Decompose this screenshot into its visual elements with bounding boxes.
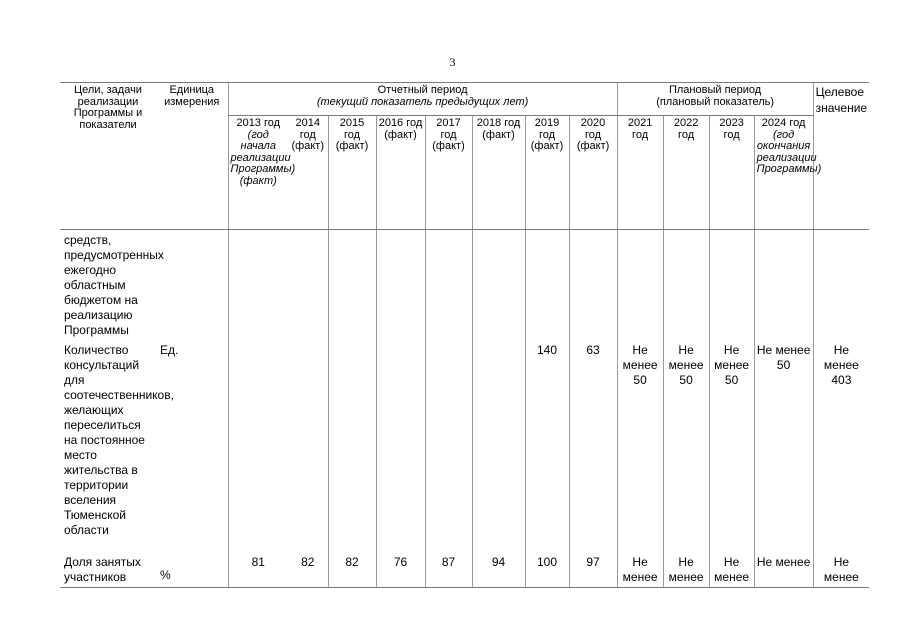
- year-2024-note: (год окончания реализации Программы): [756, 128, 822, 176]
- cell-2020: 63: [569, 340, 617, 552]
- table-row: [60, 230, 869, 341]
- cell-2023: Не менее: [709, 552, 754, 588]
- page-number: 3: [449, 55, 456, 69]
- row-label: Количество консультаций для соотечественников, желающих переселиться на постоянное место жительства в территории вселения Тюменской области: [64, 343, 174, 537]
- row-unit: Ед.: [160, 343, 179, 357]
- cell-2018: 94: [472, 552, 525, 588]
- header-year-2013: [228, 116, 296, 230]
- cell-2022: Не менее 50: [663, 340, 709, 552]
- header-year-2015: 2015 год (факт): [328, 116, 376, 230]
- header-unit: Единица измерения: [156, 83, 228, 230]
- cell-2016: [376, 340, 425, 552]
- header-year-2016: 2016 год (факт): [376, 116, 425, 230]
- table-row: [60, 340, 869, 552]
- cell-2024: Не менее 50: [754, 340, 813, 552]
- report-period-note: (текущий показатель предыдущих лет): [316, 95, 529, 108]
- header-plan-period: [617, 83, 813, 116]
- cell-2024: Не менее: [754, 552, 813, 588]
- header-year-2017: 2017 год (факт): [425, 116, 472, 230]
- cell-2015: [328, 340, 376, 552]
- year-2013-label: 2013 год: [236, 117, 281, 129]
- table-row: [60, 552, 869, 588]
- header-goals: Цели, задачи реализации Программы и показатели: [60, 83, 156, 230]
- year-2013-note: (год начала реализации Программы) (факт): [230, 128, 296, 187]
- cell-2023: Не менее 50: [709, 340, 754, 552]
- cell-2014: [288, 340, 328, 552]
- cell-2022: Не менее: [663, 552, 709, 588]
- cell-2013: [228, 340, 288, 552]
- header-year-2022: 2022 год: [663, 116, 709, 230]
- cell-2019: 140: [525, 340, 569, 552]
- header-year-2021: 2021 год: [617, 116, 663, 230]
- header-year-2014: 2014 год (факт): [288, 116, 328, 230]
- cell-2019: 100: [525, 552, 569, 588]
- cell-2020: 97: [569, 552, 617, 588]
- cell-2015: 82: [328, 552, 376, 588]
- cell-target: Не менее: [813, 552, 869, 588]
- header-report-period: [228, 83, 617, 116]
- header-year-2018: 2018 год (факт): [472, 116, 525, 230]
- header-year-2020: 2020 год (факт): [569, 116, 617, 230]
- header-year-2024: [754, 116, 822, 230]
- program-indicators-table: [60, 82, 869, 588]
- cell-2014: 82: [288, 552, 328, 588]
- row-label: средств, предусмотренных ежегодно областным бюджетом на реализацию Программы: [64, 233, 164, 337]
- year-2024-label: 2024 год: [761, 117, 806, 129]
- report-period-title: Отчетный период: [377, 84, 468, 96]
- row-unit: %: [156, 552, 228, 588]
- row-label: Доля занятых участников: [60, 552, 156, 588]
- cell-2018: [472, 340, 525, 552]
- header-year-2019: 2019 год (факт): [525, 116, 569, 230]
- cell-2013: 81: [228, 552, 288, 588]
- header-year-2023: 2023 год: [709, 116, 754, 230]
- plan-period-note: (плановый показатель): [656, 95, 775, 108]
- header-target: Целевое значение: [813, 83, 869, 230]
- cell-2021: Не менее 50: [617, 340, 663, 552]
- cell-2016: 76: [376, 552, 425, 588]
- cell-target: Не менее 403: [813, 340, 869, 552]
- cell-2017: [425, 340, 472, 552]
- plan-period-title: Плановый период: [668, 84, 762, 96]
- cell-2021: Не менее: [617, 552, 663, 588]
- cell-2017: 87: [425, 552, 472, 588]
